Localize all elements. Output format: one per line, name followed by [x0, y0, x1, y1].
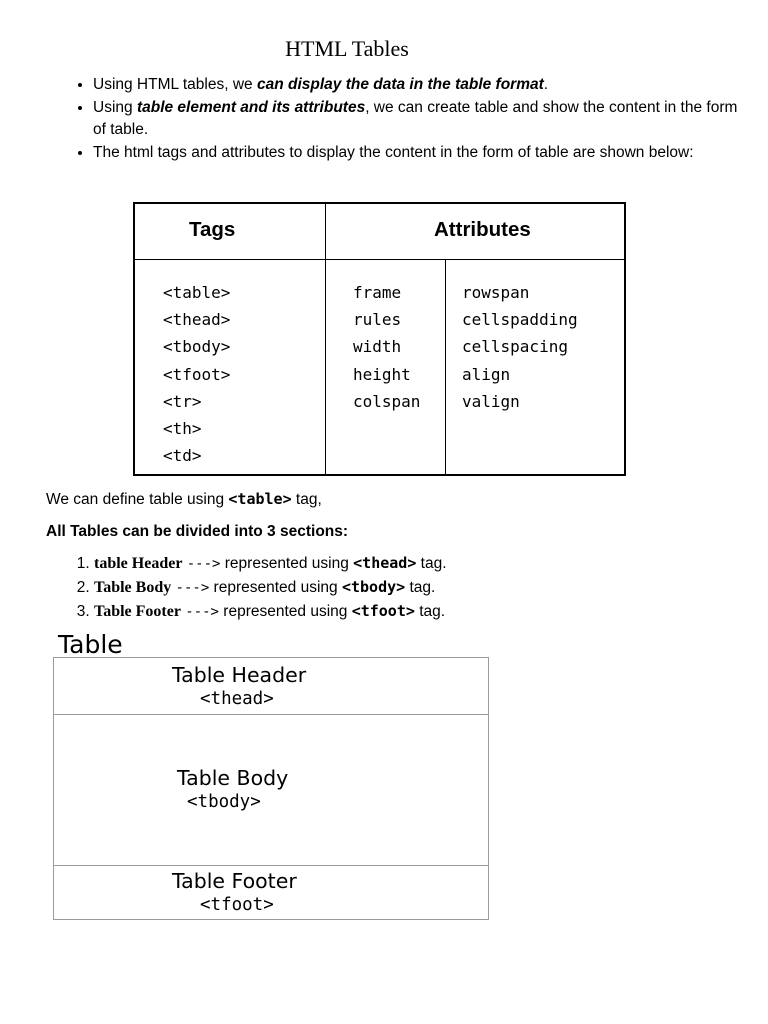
tag-cell: <td> [163, 446, 202, 466]
section-code: <thead> [353, 554, 417, 572]
attribute-cell: cellspacing [462, 337, 568, 357]
tag-cell: <th> [163, 419, 202, 439]
section-arrow: ---> [175, 580, 210, 596]
define-text: tag, [291, 491, 322, 508]
table-divider [135, 259, 624, 260]
attribute-cell: frame [353, 283, 402, 302]
section-name: Table Body [94, 579, 172, 596]
tag-cell: <tfoot> [163, 364, 231, 384]
attribute-cell: valign [462, 391, 520, 411]
tag-cell: <thead> [163, 310, 231, 330]
attribute-cell: width [353, 337, 402, 357]
tag-cell: <table> [163, 283, 231, 302]
page-title: HTML Tables [285, 36, 409, 61]
section-arrow: ---> [185, 604, 219, 620]
section-name: Table Footer [94, 603, 181, 620]
intro-text: . [543, 76, 549, 93]
intro-item [93, 74, 753, 97]
table-divider [325, 204, 326, 474]
section-text: tag. [416, 555, 447, 572]
section-code: <tbody> [341, 578, 406, 596]
section-text: represented using [209, 579, 342, 596]
intro-text: The html tags and attributes to display the content in the form of table are shown below: [93, 143, 694, 161]
intro-text: Using [93, 98, 137, 116]
section-text: tag. [414, 603, 446, 620]
diagram-body-label: Table Body [177, 766, 289, 790]
section-text: tag. [405, 579, 436, 596]
intro-item [93, 97, 753, 142]
tags-header: Tags [189, 218, 236, 241]
attribute-cell: colspan [353, 391, 421, 411]
diagram-footer-label: Table Footer [172, 869, 297, 893]
diagram-header-label: Table Header [172, 663, 307, 687]
define-code: <table> [228, 490, 292, 508]
table-structure-diagram [53, 657, 489, 920]
intro-text: , we can create table and show the content in the form of table. [93, 98, 738, 138]
diagram-header-tag: <thead> [200, 689, 274, 709]
section-name: table Header [94, 555, 183, 572]
section-arrow: ---> [186, 556, 221, 572]
attributes-header: Attributes [434, 218, 531, 241]
diagram-title: Table [58, 630, 123, 659]
attribute-cell: align [462, 364, 511, 384]
tag-cell: <tbody> [163, 337, 231, 357]
diagram-separator [54, 714, 488, 715]
diagram-footer-tag: <tfoot> [200, 895, 274, 915]
section-item [94, 576, 447, 600]
tag-cell: <tr> [163, 391, 202, 411]
attribute-cell: height [353, 364, 411, 384]
diagram-separator [54, 865, 488, 866]
diagram-body-tag: <tbody> [187, 792, 261, 812]
attributes-column-2 [462, 279, 578, 415]
section-item [94, 552, 447, 576]
sections-list [70, 552, 447, 624]
define-paragraph [46, 490, 322, 509]
attributes-column-1 [353, 279, 420, 415]
attribute-cell: cellspadding [462, 310, 578, 330]
intro-item [93, 142, 753, 165]
sections-heading: All Tables can be divided into 3 sections: [46, 523, 349, 540]
intro-emphasis: can display the data in the table format [256, 76, 544, 93]
define-text: We can define table using [46, 491, 229, 508]
table-divider [445, 260, 446, 474]
section-item [94, 600, 447, 624]
attribute-cell: rules [353, 310, 402, 330]
section-text: represented using [220, 555, 354, 572]
section-text: represented using [218, 603, 352, 620]
tags-column [163, 279, 230, 469]
attribute-cell: rowspan [462, 283, 530, 302]
intro-text: Using HTML tables, we [93, 76, 257, 93]
intro-emphasis: table element and its attributes [136, 98, 366, 116]
tags-attributes-table [133, 202, 626, 476]
section-code: <tfoot> [351, 602, 415, 620]
intro-list [60, 74, 753, 164]
